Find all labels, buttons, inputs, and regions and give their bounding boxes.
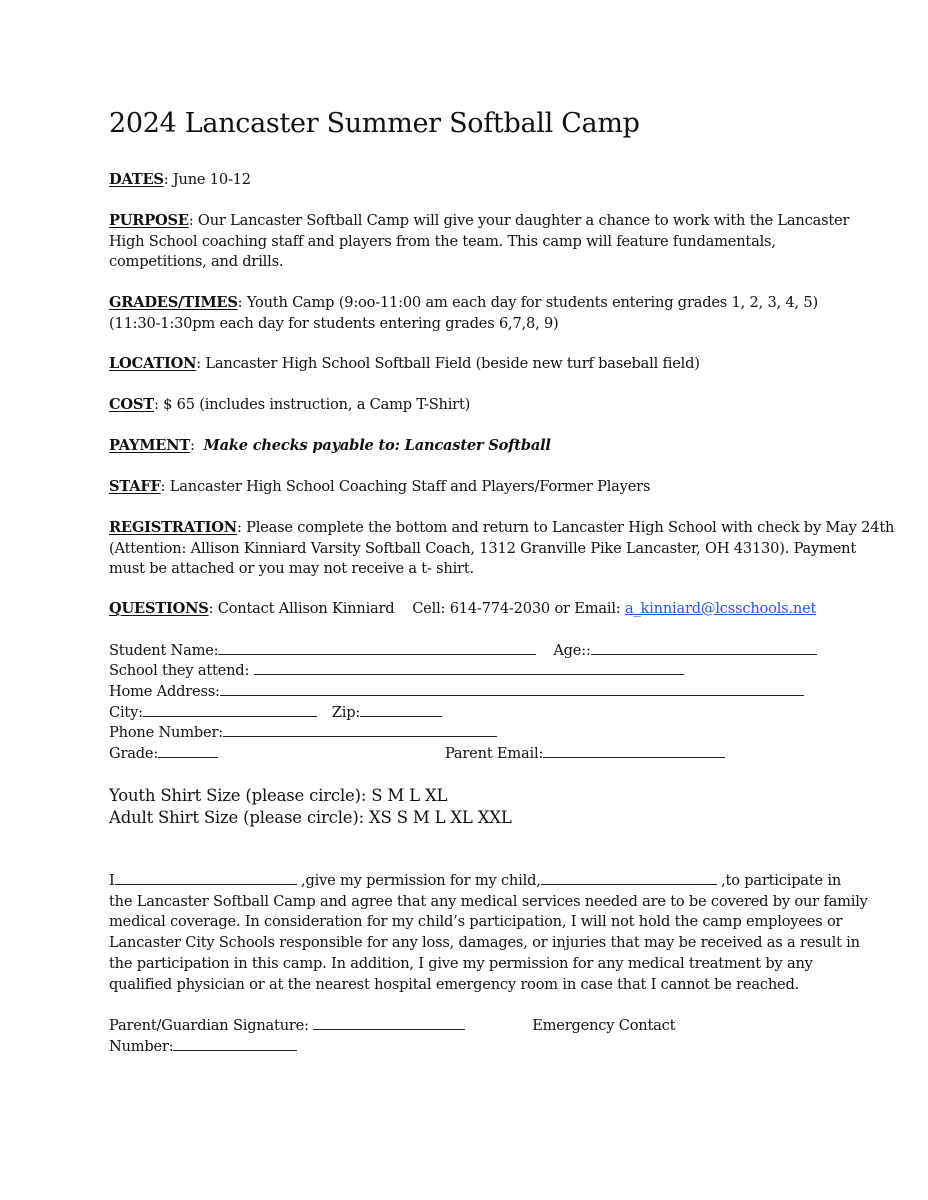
payment-section xyxy=(109,436,829,457)
emergency-number-field[interactable] xyxy=(173,1036,297,1051)
grades-label: GRADES/TIMES xyxy=(109,294,238,311)
payment-label: PAYMENT xyxy=(109,437,191,454)
zip-field[interactable] xyxy=(360,702,442,717)
registration-line-2: (Attention: Allison Kinniard Varsity Softball Coach, 1312 Granville Pike Lancaster, OH 43130). Payment xyxy=(109,539,857,557)
grades-section xyxy=(109,293,829,334)
school-label: School they attend: xyxy=(109,662,254,679)
dates-text: : June 10-12 xyxy=(163,171,251,188)
purpose-section xyxy=(109,211,850,273)
emergency-number-row xyxy=(109,1036,297,1055)
grades-line-2: (11:30-1:30pm each day for students entering grades 6,7,8, 9) xyxy=(109,314,559,332)
phone-row xyxy=(109,722,497,741)
home-address-row xyxy=(109,681,804,700)
home-address-field[interactable] xyxy=(220,681,804,696)
student-name-field[interactable] xyxy=(218,640,536,655)
payment-instructions: Make checks payable to: Lancaster Softball xyxy=(203,437,551,454)
consent-line-3: Lancaster City Schools responsible for any loss, damages, or injuries that may be received as a result in xyxy=(109,934,860,952)
grade-label: Grade: xyxy=(109,745,159,762)
staff-label: STAFF xyxy=(109,478,161,495)
consent-line-5: qualified physician or at the nearest hospital emergency room in case that I cannot be reached. xyxy=(109,975,800,993)
purpose-line-1: : Our Lancaster Softball Camp will give your daughter a chance to work with the Lancaster xyxy=(188,212,850,229)
student-name-row xyxy=(109,640,817,659)
purpose-line-3: competitions, and drills. xyxy=(109,253,284,271)
cost-label: COST xyxy=(109,396,154,413)
page-title: 2024 Lancaster Summer Softball Camp xyxy=(109,108,640,139)
registration-line-3: must be attached or you may not receive a t- shirt. xyxy=(109,560,474,578)
home-address-label: Home Address: xyxy=(109,683,220,700)
location-text: : Lancaster High School Softball Field (beside new turf baseball field) xyxy=(196,355,700,372)
adult-shirt-size: Adult Shirt Size (please circle): XS S M L XL XXL xyxy=(109,808,512,827)
school-row xyxy=(109,660,684,679)
emergency-contact-label: Emergency Contact xyxy=(532,1017,676,1034)
phone-label: Phone Number: xyxy=(109,724,223,741)
school-field[interactable] xyxy=(254,660,684,675)
dates-section xyxy=(109,170,829,191)
consent-line-2: medical coverage. In consideration for my child’s participation, I will not hold the camp employees or xyxy=(109,913,843,931)
location-label: LOCATION xyxy=(109,355,197,372)
consent-section xyxy=(109,870,868,995)
grade-email-row xyxy=(109,743,725,762)
city-field[interactable] xyxy=(143,702,317,717)
parent-name-field[interactable] xyxy=(115,870,297,885)
phone-field[interactable] xyxy=(223,722,497,737)
payment-separator: : xyxy=(190,437,204,454)
consent-i: I xyxy=(109,872,115,889)
city-label: City: xyxy=(109,704,143,721)
staff-text: : Lancaster High School Coaching Staff and Players/Former Players xyxy=(160,478,651,495)
cost-text: : $ 65 (includes instruction, a Camp T-Shirt) xyxy=(153,396,471,413)
student-name-label: Student Name: xyxy=(109,642,219,659)
city-zip-row xyxy=(109,702,442,721)
registration-line-1: : Please complete the bottom and return to Lancaster High School with check by May 24th xyxy=(236,519,895,536)
age-label: Age:: xyxy=(553,642,591,659)
consent-line-1: the Lancaster Softball Camp and agree that any medical services needed are to be covered by our family xyxy=(109,892,868,910)
parent-email-label: Parent Email: xyxy=(444,745,544,762)
consent-participate-text: ,to participate in xyxy=(716,872,842,889)
parent-email-field[interactable] xyxy=(543,743,725,758)
registration-section xyxy=(109,518,895,580)
signature-label: Parent/Guardian Signature: xyxy=(109,1017,314,1034)
cost-section xyxy=(109,395,829,416)
dates-label: DATES xyxy=(109,171,164,188)
age-field[interactable] xyxy=(591,640,817,655)
emergency-number-label: Number: xyxy=(109,1038,174,1055)
questions-section xyxy=(109,599,829,620)
email-link[interactable]: a_kinniard@lcsschools.net xyxy=(624,600,817,617)
youth-shirt-size: Youth Shirt Size (please circle): S M L XL xyxy=(109,786,448,805)
purpose-line-2: High School coaching staff and players from the team. This camp will feature fundamentals, xyxy=(109,232,776,250)
staff-section xyxy=(109,477,829,498)
signature-field[interactable] xyxy=(313,1015,465,1030)
purpose-label: PURPOSE xyxy=(109,212,189,229)
signature-row xyxy=(109,1015,675,1034)
questions-label: QUESTIONS xyxy=(109,600,209,617)
consent-give-text: ,give my permission for my child, xyxy=(296,872,541,889)
registration-label: REGISTRATION xyxy=(109,519,237,536)
consent-line-4: the participation in this camp. In addition, I give my permission for any medical treatment by any xyxy=(109,954,813,972)
zip-label: Zip: xyxy=(331,704,361,721)
location-section xyxy=(109,354,829,375)
grades-line-1: : Youth Camp (9:oo-11:00 am each day for students entering grades 1, 2, 3, 4, 5) xyxy=(237,294,818,311)
grade-field[interactable] xyxy=(158,743,218,758)
child-name-field[interactable] xyxy=(541,870,717,885)
questions-text: : Contact Allison Kinniard Cell: 614-774-2030 or Email: xyxy=(208,600,625,617)
